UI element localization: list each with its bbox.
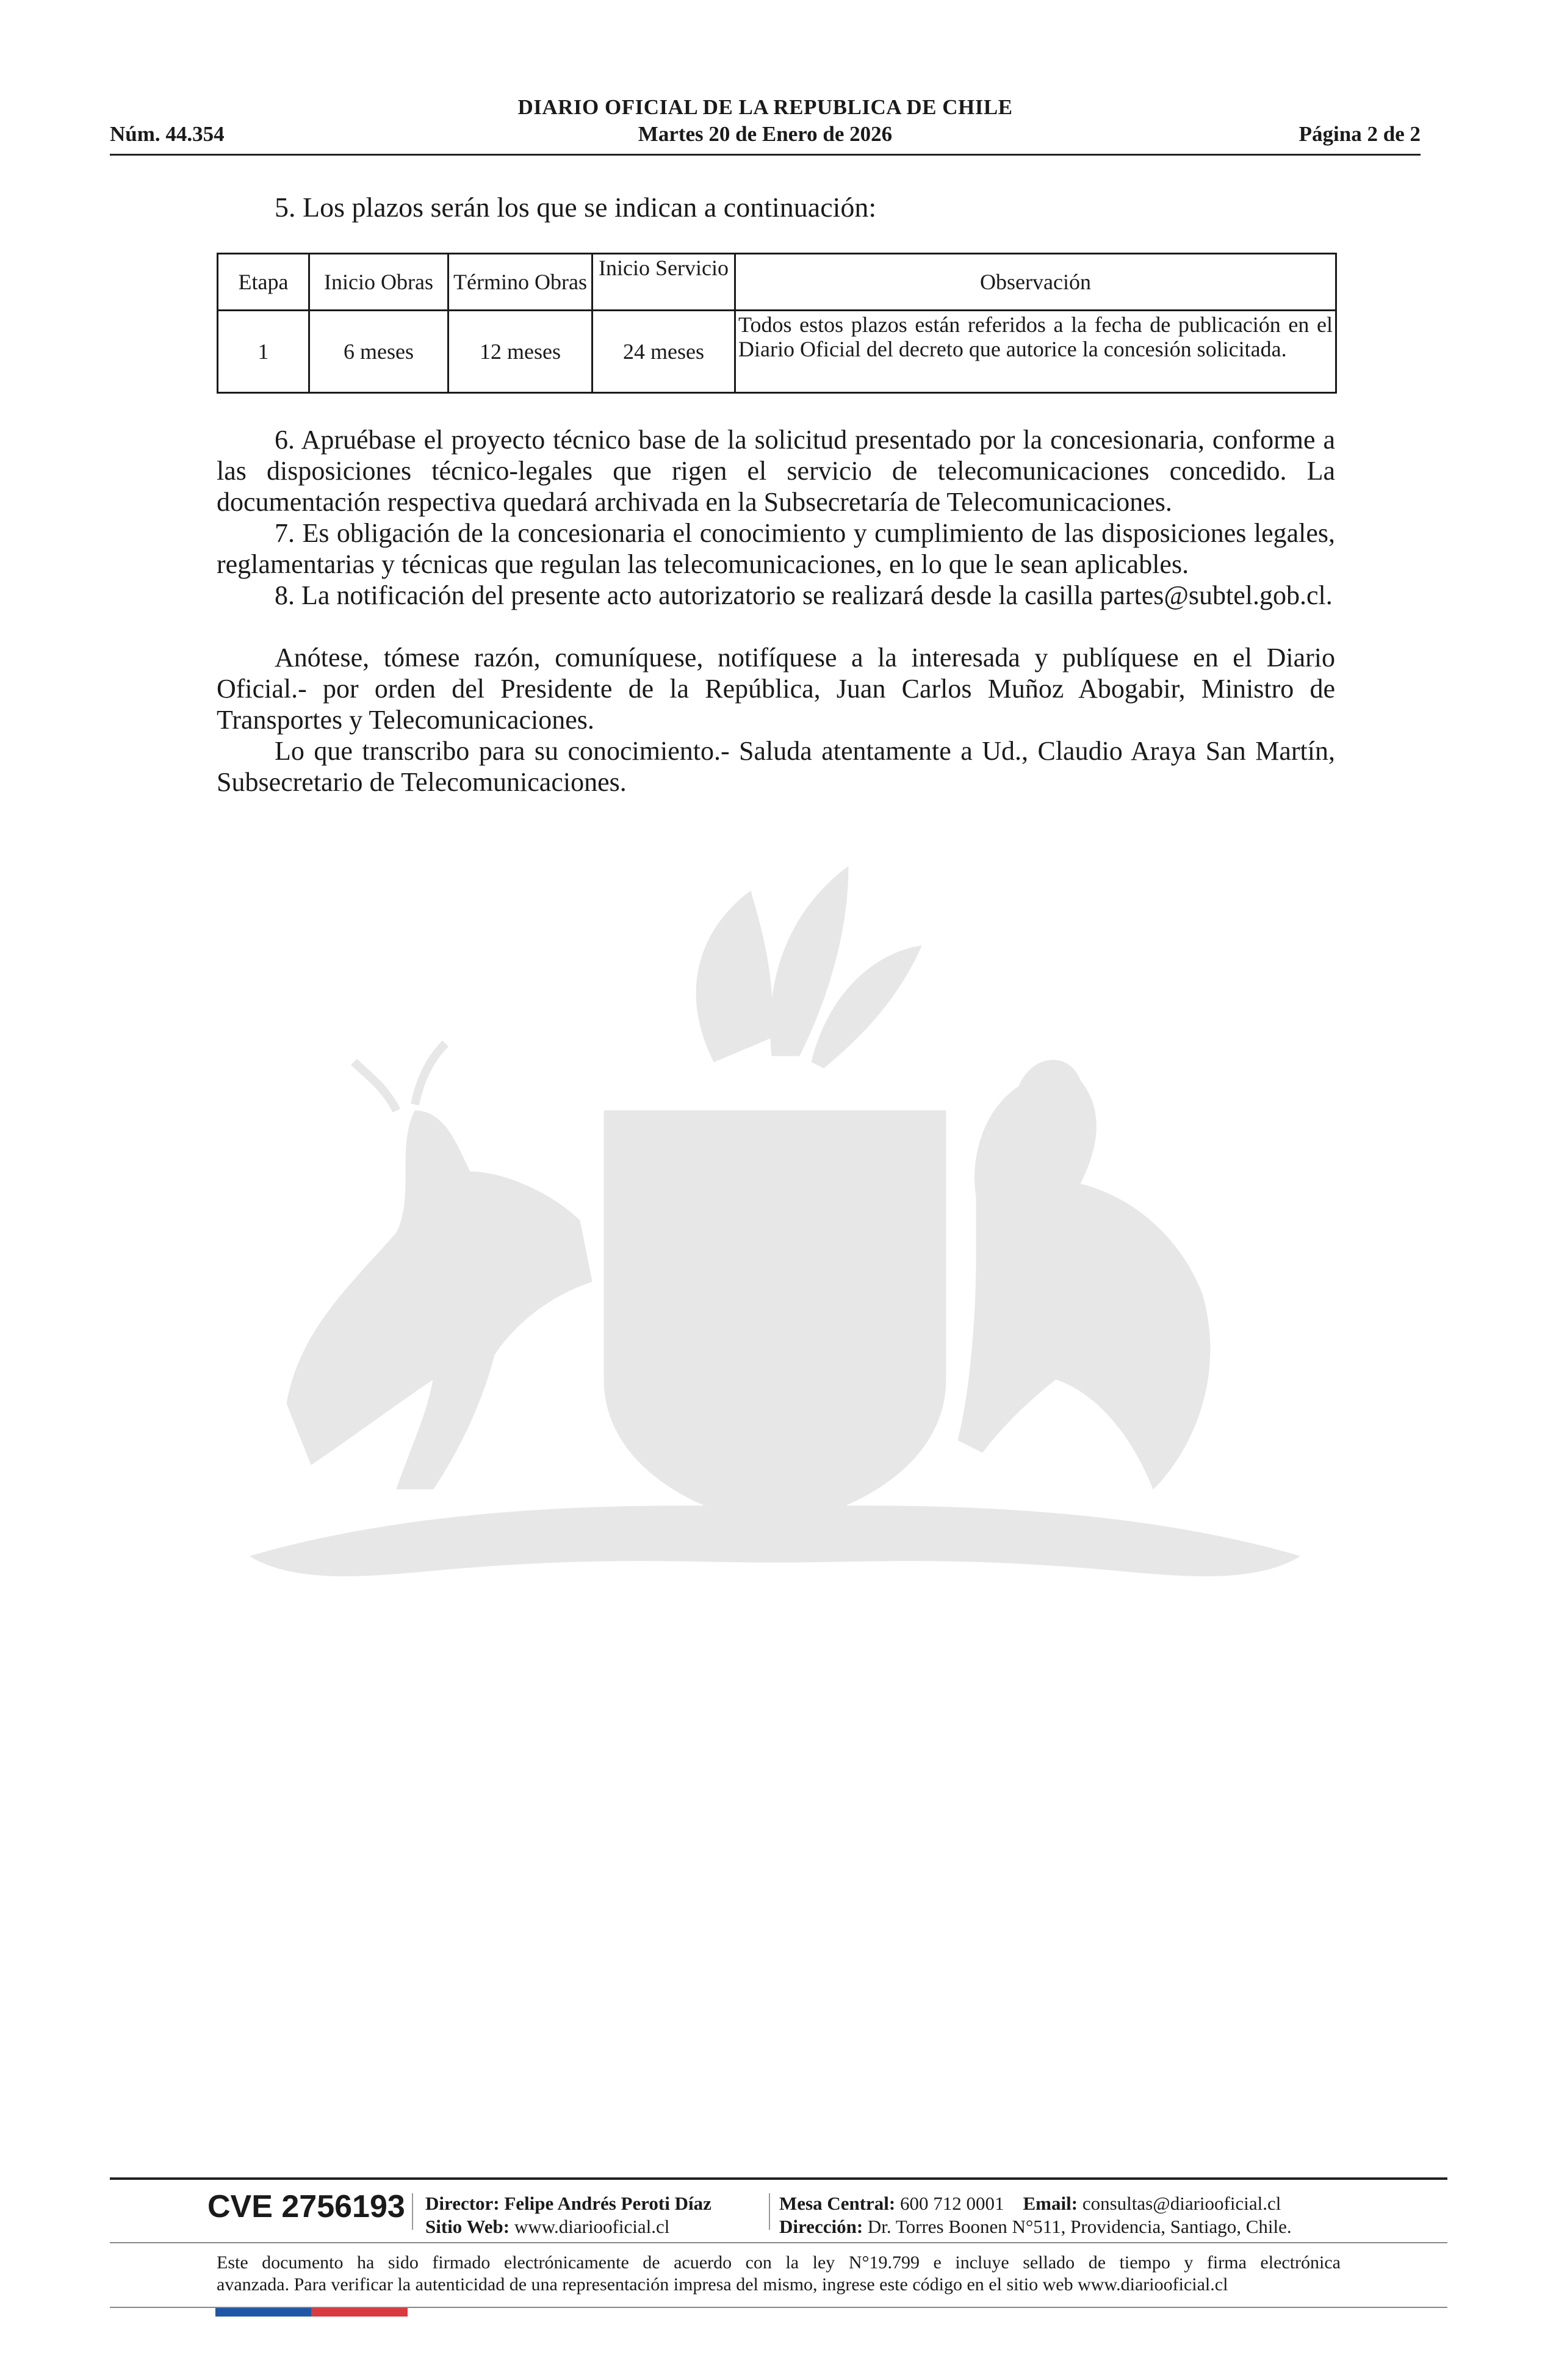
director-label: Director:	[425, 2193, 500, 2214]
address-value: Dr. Torres Boonen N°511, Providencia, Santiago, Chile.	[867, 2216, 1292, 2237]
phone-value: 600 712 0001	[900, 2193, 1004, 2214]
footer-divider	[412, 2193, 413, 2230]
table-row	[218, 311, 1336, 393]
cell-inicio-obras: 6 meses	[309, 311, 448, 393]
header-cell-inicio-obras: Inicio Obras	[309, 254, 448, 311]
director-name: Felipe Andrés Peroti Díaz	[504, 2193, 711, 2214]
cell-etapa: 1	[218, 311, 309, 393]
issue-date: Martes 20 de Enero de 2026	[638, 122, 893, 146]
paragraph-7: 7. Es obligación de la concesionaria el conocimiento y cumplimiento de las disposiciones legales, reglamentarias y técnicas que regulan las telecomunicaciones, en lo que le sean aplicables.	[217, 518, 1335, 579]
signature-paragraph: Lo que transcribo para su conocimiento.- Saluda atentamente a Ud., Claudio Araya San Martín, Subsecretario de Telecomunicaciones.	[217, 736, 1335, 797]
cell-observacion: Todos estos plazos están referidos a la fecha de publicación en el Diario Oficial del decreto que autorice la concesión solicitada.	[735, 311, 1336, 393]
website-link[interactable]: www.diariooficial.cl	[514, 2216, 670, 2237]
intro-paragraph: 5. Los plazos serán los que se indican a continuación:	[275, 192, 877, 223]
bottom-rule	[110, 2307, 1447, 2308]
cell-termino-obras: 12 meses	[448, 311, 593, 393]
page-number: Página 2 de 2	[1298, 122, 1421, 146]
legal-notice	[110, 2243, 1447, 2296]
closing-paragraph: Anótese, tómese razón, comuníquese, notifíquese a la interesada y publíquese en el Diario Oficial.- por orden del Presidente de la República, Juan Carlos Muñoz Abogabir, Ministro de Transportes y Telecomunicaciones.	[217, 643, 1335, 735]
header-cell-inicio-servicio: Inicio Servicio	[593, 254, 735, 311]
header-cell-termino-obras: Término Obras	[448, 254, 593, 311]
footer-divider	[769, 2193, 770, 2230]
publication-title: DIARIO OFICIAL DE LA REPUBLICA DE CHILE	[517, 95, 1013, 119]
flag-red-segment	[311, 2308, 408, 2317]
website-label: Sitio Web:	[425, 2216, 510, 2237]
flag-stripe	[215, 2308, 408, 2317]
table-header-row	[218, 254, 1336, 311]
footer-contact-block	[779, 2192, 1292, 2238]
footer-director-block	[425, 2192, 711, 2238]
email-label: Email:	[1023, 2193, 1078, 2214]
page-header	[110, 93, 1421, 156]
email-link[interactable]: consultas@diariooficial.cl	[1082, 2193, 1281, 2214]
watermark-motto: POR LA RAZON O LA FUERZA	[463, 1510, 1087, 1560]
flag-blue-segment	[215, 2308, 311, 2317]
issue-number: Núm. 44.354	[110, 122, 225, 146]
header-cell-observacion: Observación	[735, 254, 1336, 311]
paragraph-8: 8. La notificación del presente acto autorizatorio se realizará desde la casilla partes@subtel.gob.cl.	[275, 580, 1333, 610]
cell-inicio-servicio: 24 meses	[593, 311, 735, 393]
resolution-paragraphs	[217, 424, 1335, 798]
page-footer	[110, 2177, 1447, 2308]
deadlines-table	[217, 253, 1337, 394]
paragraph-6: 6. Apruébase el proyecto técnico base de la solicitud presentado por la concesionaria, conforme a las disposiciones técnico-legales que rigen el servicio de telecomunicaciones concedido. La documentación respectiva quedará archivada en la Subsecretaría de Telecomunicaciones.	[217, 425, 1335, 517]
address-label: Dirección:	[779, 2216, 863, 2237]
legal-line-2: avanzada. Para verificar la autenticidad de una representación impresa del mismo, ingrese este código en el sitio web www.diariooficial.cl	[217, 2274, 1228, 2295]
coat-of-arms-watermark	[214, 854, 1330, 1672]
phone-label: Mesa Central:	[779, 2193, 896, 2214]
cve-code: CVE 2756193	[207, 2189, 405, 2224]
header-cell-etapa: Etapa	[218, 254, 309, 311]
document-body	[217, 189, 1335, 798]
legal-line-1: Este documento ha sido firmado electrónicamente de acuerdo con la ley N°19.799 e incluye sellado de tiempo y firma electrónica	[217, 2252, 1341, 2273]
